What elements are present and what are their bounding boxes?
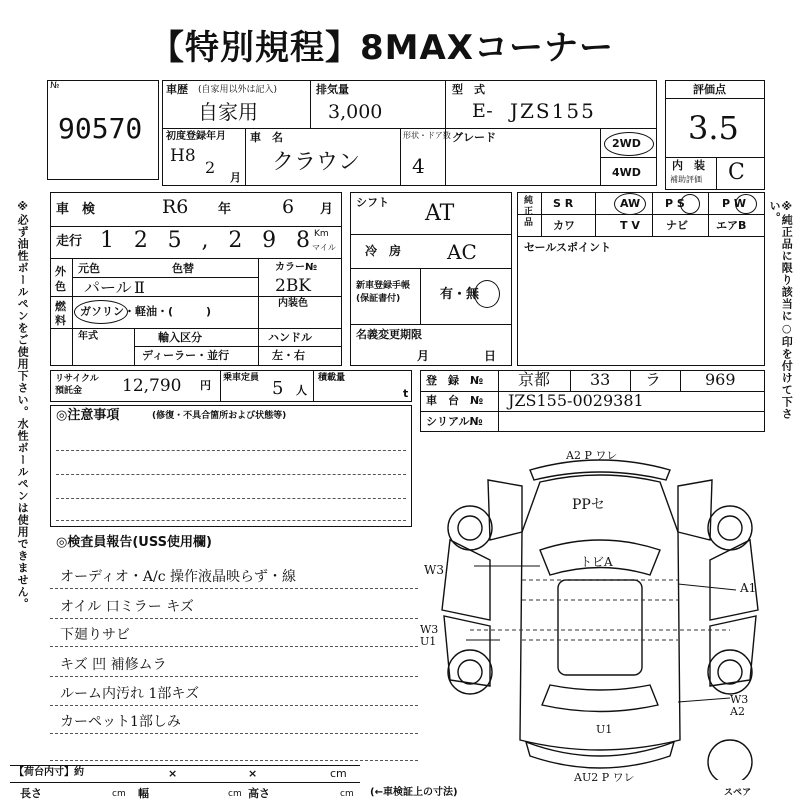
caution-label: ◎注意事項 [56,408,120,423]
model-label: 型 式 [452,83,485,96]
equip-leather: カワ [553,219,575,232]
chassis-no-label: 車 台 № [426,394,484,407]
first-reg-month: 2 [205,158,216,177]
orig-color-label: 元色 [78,262,100,275]
shift-label: シフト [356,196,389,209]
rear-right-wheel [708,650,752,694]
history-note: (自家用以外は記入) [198,85,278,95]
shaken-era: R6 [162,196,189,218]
fuel-label: 燃 料 [55,300,66,328]
left-fender [488,480,522,540]
spare-label: スペア [724,788,752,798]
front-left-wheel [448,506,492,550]
name-change-day: 日 [484,349,497,363]
capacity-value: 5 [272,378,284,399]
page-title: 【特別規程】8MAXコーナー [150,28,615,68]
mile-label: マイル [312,243,336,252]
mark-glass: トビA [580,555,613,569]
history-label: 車歴 [166,83,188,96]
rating-label: 評価点 [693,83,726,96]
shaken-label: 車 検 [56,202,96,217]
width-cm: cm [228,789,242,799]
door-shape-label: 形状・ドア数 [403,131,451,140]
mileage-digits [100,228,310,256]
front-left-wheel-inner [458,516,482,540]
right-fender [678,480,712,540]
lot-number: 90570 [58,112,143,145]
height-cm: cm [340,789,354,799]
shaken-month-label: 月 [320,202,334,217]
cargo-cm: cm [330,767,347,780]
rear-window [542,685,658,712]
chassis-value: JZS155-0029381 [508,391,644,410]
first-reg-label: 初度登録年月 [166,131,226,142]
mileage-digit: 5 [167,228,182,253]
width-label: 幅 [138,787,149,800]
inspector-label: ◎検査員報告(USS使用欄) [56,535,212,550]
sales-point-label: セールスポイント [524,241,612,254]
recycle-label: リサイクル 預託金 [55,374,99,396]
equip-navi: ナビ [666,219,688,232]
left-rear-door [444,616,490,686]
doors-value: 4 [412,154,425,178]
reg-kana: ラ [645,370,662,389]
displacement-label: 排気量 [316,83,349,96]
color-mark: Ⅱ [134,278,145,297]
car-name-value: クラウン [272,150,361,175]
mark-left-w3u1: W3 U1 [420,623,439,649]
handle-label: ハンドル [268,331,312,344]
interior-color-label: 内装色 [278,298,308,309]
capacity-people: 人 [296,384,307,397]
cargo-times-1: × [168,767,178,780]
interior-label: 内 装 [672,159,705,172]
interior-grade-value: C [728,160,745,185]
mark-right-a1: A1 [740,581,757,595]
front-right-wheel-inner [718,516,742,540]
mark-bottom: AU2 P ワレ [574,771,635,784]
mileage-digit: 1 [100,228,114,253]
model-prefix: E- [472,100,493,122]
drive-4wd: 4WD [612,166,641,179]
inspector-note: カーペット1部しみ [60,714,181,730]
length-label: 長さ [20,787,42,800]
inspector-note: キズ 凹 補修ムラ [60,657,167,673]
side-note-left: ※必ず油性ボールペンをご使用下さい。水性ボールペンは使用できません。 [16,200,30,610]
shift-value: AT [425,201,455,226]
mileage-label: 走行 [56,234,83,249]
color-no-value: 2BK [275,276,312,296]
mileage-digit: 2 [228,228,243,253]
equip-aw: AW [620,197,641,210]
grade-label: グレード [452,131,496,144]
shaken-year-label: 年 [218,202,232,217]
equip-sr: S R [553,197,574,210]
caution-box [50,405,412,527]
car-name-label: 車 名 [250,131,283,144]
mark-right-w3a2: W3 A2 [730,693,749,719]
equipment-label: 純 正 品 [524,196,534,228]
shaken-size-label: (←車検証上の寸法) [370,787,458,798]
inspector-note: オイル 口ミラー キズ [60,599,194,615]
name-change-label: 名義変更期限 [356,328,422,341]
first-reg-month-label: 月 [230,171,241,184]
interior-sub-label: 補助評価 [670,175,702,184]
history-value: 自家用 [198,100,258,124]
shaken-month: 6 [282,196,295,218]
manual-label: 新車登録手帳 (保証書付) [356,281,411,304]
color-change-label: 色替 [172,262,194,275]
capacity-label: 乗車定員 [223,373,260,383]
first-reg-year: H8 [170,146,196,166]
mark-top: A2 P ワレ [566,449,618,462]
inspector-note: ルーム内汚れ 1部キズ [60,686,200,702]
mileage-digit: 8 [295,228,310,253]
import-options: ディーラー・並行 [142,349,230,362]
spare-tire [708,740,752,780]
height-label: 高さ [248,787,270,800]
model-value: JZS155 [510,99,596,123]
equip-tv: T V [620,219,640,232]
color-no-label: カラー№ [275,262,318,273]
reg-no-label: 登 録 № [426,374,484,387]
ext-color-label: 外 色 [55,265,66,294]
caution-note: (修復・不具合箇所および状態等) [152,411,287,421]
lot-prefix: № [50,81,60,91]
recycle-yen: 円 [200,379,211,392]
cargo-times-2: × [248,767,258,780]
load-label: 積載量 [318,373,346,383]
mark-rear-u1: U1 [596,723,613,736]
aircon-value: AC [447,240,477,264]
drive-2wd-circle [604,132,654,156]
orig-color-value: パール [84,278,132,297]
front-right-wheel [708,506,752,550]
aircon-label: 冷 房 [365,244,402,258]
inspector-note: オーディオ・A/c 操作液晶映らず・線 [60,569,296,585]
equip-ps-circle [680,194,700,214]
rear-left-wheel [448,650,492,694]
drive-2wd: 2WD [612,137,641,150]
equip-aw-circle [614,193,646,215]
handle-options: 左・右 [272,349,305,362]
import-type-label: 輸入区分 [158,331,202,344]
equip-ps: P S [665,197,685,210]
mark-left-upper: W3 [424,563,444,577]
fuel-options: ガソリン・軽油・( ) [80,305,212,318]
side-note-right: ※純正品に限り該当に○印を付けて下さい。 [768,200,794,420]
recycle-value: 12,790 [122,376,182,396]
displacement-value: 3,000 [328,101,383,123]
load-t: t [403,387,409,400]
km-label: Km [314,229,329,239]
fuel-gasoline-circle [74,300,128,324]
equip-pw-circle [735,194,757,214]
reg-num: 969 [705,370,736,389]
rear-right-wheel-inner [718,660,742,684]
mileage-digit: 2 [133,228,148,253]
right-rear-door [710,616,756,686]
right-front-door [710,540,758,620]
rating-value: 3.5 [688,109,739,147]
left-front-door [442,540,490,620]
manual-options: 有・無 [440,287,480,302]
mark-roof-hood: PPセ [572,497,605,513]
reg-class: 33 [590,370,611,389]
equip-airbag: エアB [716,219,747,232]
inspector-note: 下廻りサビ [60,627,130,643]
car-body [520,475,680,750]
length-cm: cm [112,789,126,799]
reg-place: 京都 [518,370,551,389]
mileage-digit: 9 [262,228,277,253]
name-change-month: 月 [417,349,430,363]
rear-left-wheel-inner [458,660,482,684]
cargo-label: 【荷台内寸】約 [14,767,84,778]
mileage-comma: , [201,228,209,253]
serial-no-label: シリアル№ [426,415,483,428]
equip-pw: P W [722,197,747,210]
model-year-label: 年式 [78,331,98,342]
roof [558,580,642,675]
manual-none-circle [474,280,500,308]
front-bumper [530,460,670,480]
